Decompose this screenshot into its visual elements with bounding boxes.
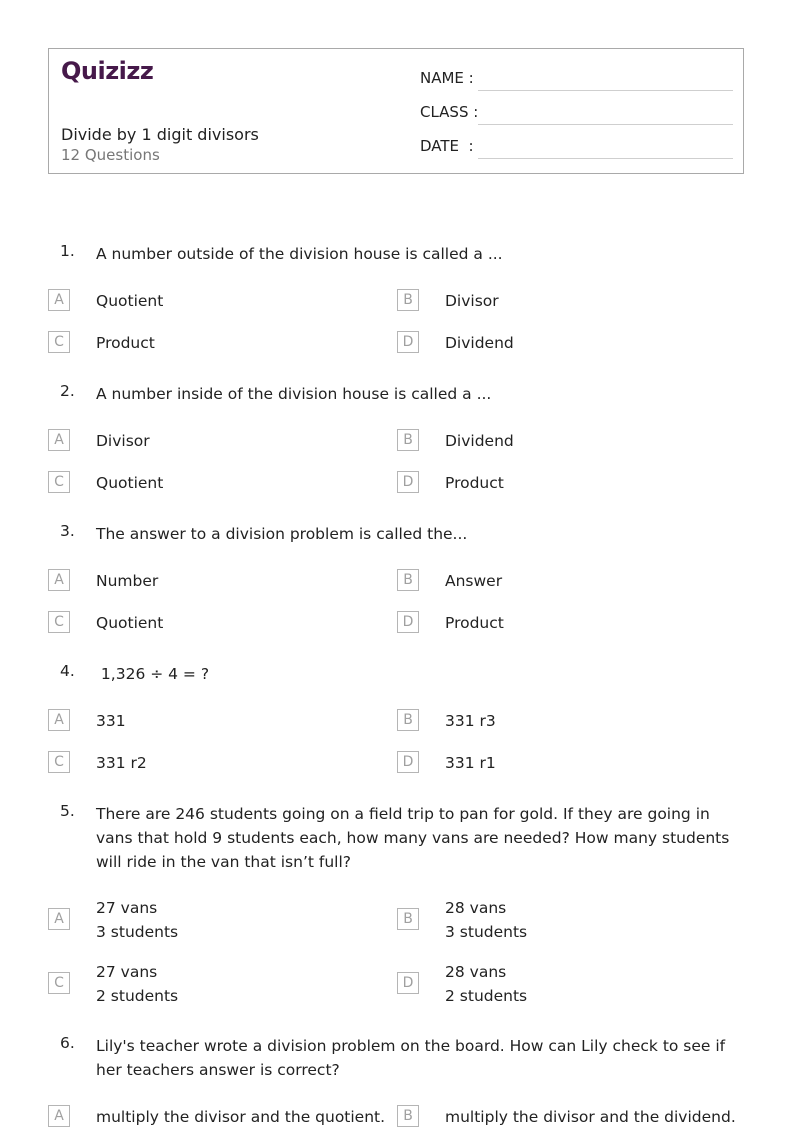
option-text-line2: 3 students	[445, 923, 528, 941]
option-letter-box: A	[48, 289, 70, 311]
question-number: 4.	[60, 662, 75, 680]
option-letter-box: A	[48, 569, 70, 591]
class-line[interactable]	[478, 124, 733, 125]
question-text: A number outside of the division house is called a ...	[96, 245, 503, 263]
option-letter-box: A	[48, 709, 70, 731]
question-number: 2.	[60, 382, 75, 400]
name-line[interactable]	[478, 90, 733, 91]
option-letter-box: B	[397, 908, 419, 930]
question-text: 1,326 ÷ 4 = ?	[96, 665, 210, 683]
option-letter-box: B	[397, 709, 419, 731]
question-count: 12 Questions	[61, 146, 160, 164]
option-text: Number	[96, 572, 159, 590]
name-label: NAME :	[420, 69, 474, 87]
option-text: Divisor	[96, 432, 150, 450]
class-label: CLASS :	[420, 103, 479, 121]
option-letter-box: B	[397, 1105, 419, 1127]
question-text: A number inside of the division house is called a ...	[96, 385, 492, 403]
date-field[interactable]	[420, 137, 733, 161]
option-letter-box: A	[48, 1105, 70, 1127]
option-text: Dividend	[445, 432, 514, 450]
option-letter-box: C	[48, 471, 70, 493]
option-letter-box: D	[397, 611, 419, 633]
worksheet-title: Divide by 1 digit divisors	[61, 125, 259, 144]
option-letter-box: C	[48, 972, 70, 994]
option-text-line1: 28 vans	[445, 963, 507, 981]
option-text: Product	[445, 614, 504, 632]
option-letter-box: C	[48, 331, 70, 353]
option-text: 331 r3	[445, 712, 496, 730]
question-number: 1.	[60, 242, 75, 260]
option-text: 331 r2	[96, 754, 147, 772]
option-text: multiply the divisor and the quotient.	[96, 1108, 386, 1126]
option-text: 331	[96, 712, 126, 730]
option-letter-box: A	[48, 429, 70, 451]
option-text: Answer	[445, 572, 503, 590]
option-text-line2: 2 students	[96, 987, 179, 1005]
date-label: DATE :	[420, 137, 474, 155]
option-letter-box: B	[397, 569, 419, 591]
option-letter-box: C	[48, 751, 70, 773]
question-text: Lily's teacher wrote a division problem on the board. How can Lily check to see if her teachers answer is correct?	[96, 1037, 726, 1079]
question-number: 5.	[60, 802, 75, 820]
option-text: 331 r1	[445, 754, 496, 772]
option-text-line2: 2 students	[445, 987, 528, 1005]
option-text: Product	[96, 334, 155, 352]
option-text: Quotient	[96, 614, 164, 632]
option-text-line1: 27 vans	[96, 899, 158, 917]
question-text: There are 246 students going on a field trip to pan for gold. If they are going in vans that hold 9 students each, how many vans are needed? How many students will ride in the van that isn’t full?	[96, 805, 730, 871]
question-number: 3.	[60, 522, 75, 540]
option-letter-box: D	[397, 972, 419, 994]
option-letter-box: B	[397, 289, 419, 311]
date-line[interactable]	[478, 158, 733, 159]
question-text: The answer to a division problem is called the...	[96, 525, 468, 543]
option-text: Dividend	[445, 334, 514, 352]
option-text: Product	[445, 474, 504, 492]
option-text: Quotient	[96, 474, 164, 492]
option-letter-box: B	[397, 429, 419, 451]
option-letter-box: D	[397, 751, 419, 773]
option-text: Divisor	[445, 292, 499, 310]
option-text: Quotient	[96, 292, 164, 310]
quizizz-logo: Quizizz	[61, 57, 154, 85]
question-number: 6.	[60, 1034, 75, 1052]
option-letter-box: A	[48, 908, 70, 930]
option-text-line2: 3 students	[96, 923, 179, 941]
option-text: multiply the divisor and the dividend.	[445, 1108, 736, 1126]
worksheet-header	[48, 48, 744, 174]
option-letter-box: D	[397, 471, 419, 493]
option-letter-box: C	[48, 611, 70, 633]
option-text-line1: 28 vans	[445, 899, 507, 917]
class-field[interactable]	[420, 103, 733, 127]
option-letter-box: D	[397, 331, 419, 353]
option-text-line1: 27 vans	[96, 963, 158, 981]
name-field[interactable]	[420, 69, 733, 93]
